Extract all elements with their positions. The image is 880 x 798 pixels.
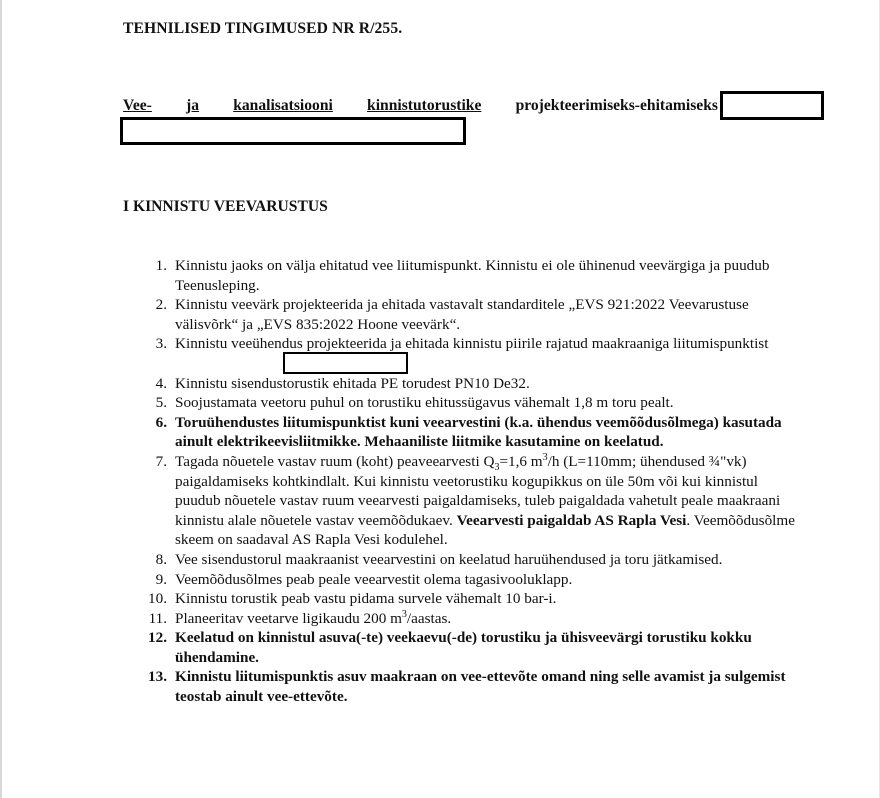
item-text-part: /aastas. [406,609,452,627]
list-item [140,413,800,452]
document-title: TEHNILISED TINGIMUSED NR R/255. [123,20,403,37]
subscript: 3 [494,461,500,473]
list-item [140,334,800,373]
list-item [140,374,800,394]
item-number: 1. [155,257,167,274]
subtitle-word: Vee- [123,97,152,114]
list-item [140,550,800,570]
item-text-part: Tagada nõuetele vastav ruum (koht) peaveearvesti Q [175,452,495,470]
list-item [140,295,800,334]
item-text-part: Kinnistu veeühendus projekteerida ja ehitada kinnistu piirile rajatud maakraaniga liitumispunktist [175,335,769,353]
list-item [140,393,800,413]
requirements-list [140,256,800,707]
item-text: Kinnistu jaoks on välja ehitatud vee liitumispunkt. Kinnistu ei ole ühinenud veevärgiga ja puudub Teenusleping. [175,257,770,294]
item-text [175,335,768,372]
item-number: 4. [155,374,167,392]
document-subtitle [123,97,718,115]
item-text: Kinnistu veevärk projekteerida ja ehitada vastavalt standarditele „EVS 921:2022 Veevarustuse välisvõrk“ ja „EVS 835:2022 Hoone veevärk“. [175,296,749,333]
item-number: 7. [155,452,167,470]
list-item [140,667,800,706]
subtitle-word: kanalisatsiooni [233,97,333,114]
item-text-bold: Veearvesti paigaldab AS Rapla Vesi [456,511,687,529]
item-number: 5. [155,394,167,412]
item-text-part: . Veemõõdusõlme skeem on saadaval AS Rapla Vesi kodulehel. [175,511,795,549]
item-text-part: =1,6 m [499,452,543,470]
superscript: 3 [542,451,548,463]
item-text-part: Planeeritav veetarve ligikaudu 200 m [175,609,402,627]
section-heading: I KINNISTU VEEVARUSTUS [123,198,328,215]
list-item [140,570,800,590]
page-edge-left [0,0,2,798]
item-number: 9. [155,570,167,588]
item-number: 6. [155,413,167,431]
item-number: 10. [148,590,167,608]
item-text-part: /h (L=110mm; ühendused ¾"vk) paigaldamiseks kohtkindlalt. Kui kinnistu veetorustiku kogupikkus on üle 50m või kui kinnistul puudub nõuetele vastav ruum veearvesti paigaldamiseks, tuleb paigaldada vahetult peale maakraani kinnistu alale nõuetele vastav veemõõdukaev. [175,452,781,529]
list-item [140,452,800,550]
superscript: 3 [401,608,407,620]
item-text: Veemõõdusõlmes peab peale veearvestit olema tagasivooluklapp. [175,570,573,588]
redaction-box [283,352,408,374]
redaction-box [720,91,824,120]
item-number: 13. [148,668,167,686]
item-number: 3. [155,335,167,353]
list-item [140,256,800,295]
subtitle-word: ja [186,97,200,114]
item-text [175,610,451,627]
list-item [140,609,800,629]
subtitle-word: kinnistutorustike [367,97,482,114]
list-item [140,589,800,609]
item-text: Soojustamata veetoru puhul on torustiku ehitussügavus vähemalt 1,8 m toru pealt. [175,394,674,412]
item-text: Kinnistu sisendustorustik ehitada PE torudest PN10 De32. [175,374,530,392]
item-text [175,453,795,548]
redaction-box [120,117,466,145]
list-item [140,628,800,667]
item-text: Keelatud on kinnistul asuva(-te) veekaevu(-de) torustiku ja ühisveevärgi torustiku kokku ühendamine. [175,629,752,666]
item-text: Kinnistu liitumispunktis asuv maakraan on vee-ettevõte omand ning selle avamist ja sulgemist teostab ainult vee-ettevõte. [175,668,786,706]
item-text: Kinnistu torustik peab vastu pidama survele vähemalt 10 bar-i. [175,590,557,608]
item-number: 8. [155,550,167,568]
item-number: 12. [148,629,167,647]
item-number: 2. [155,296,167,314]
item-number: 11. [148,609,167,627]
item-text: Vee sisendustorul maakraanist veearvestini on keelatud haruühendused ja toru jätkamised. [175,550,723,568]
subtitle-tail: projekteerimiseks-ehitamiseks [515,97,718,114]
item-text: Toruühendustes liitumispunktist kuni veearvestini (k.a. ühendus veemõõdusõlmega) kasutada ainult elektrikeevisliitmikke. Mehaaniliste liitmike kasutamine on keelatud. [175,413,782,451]
